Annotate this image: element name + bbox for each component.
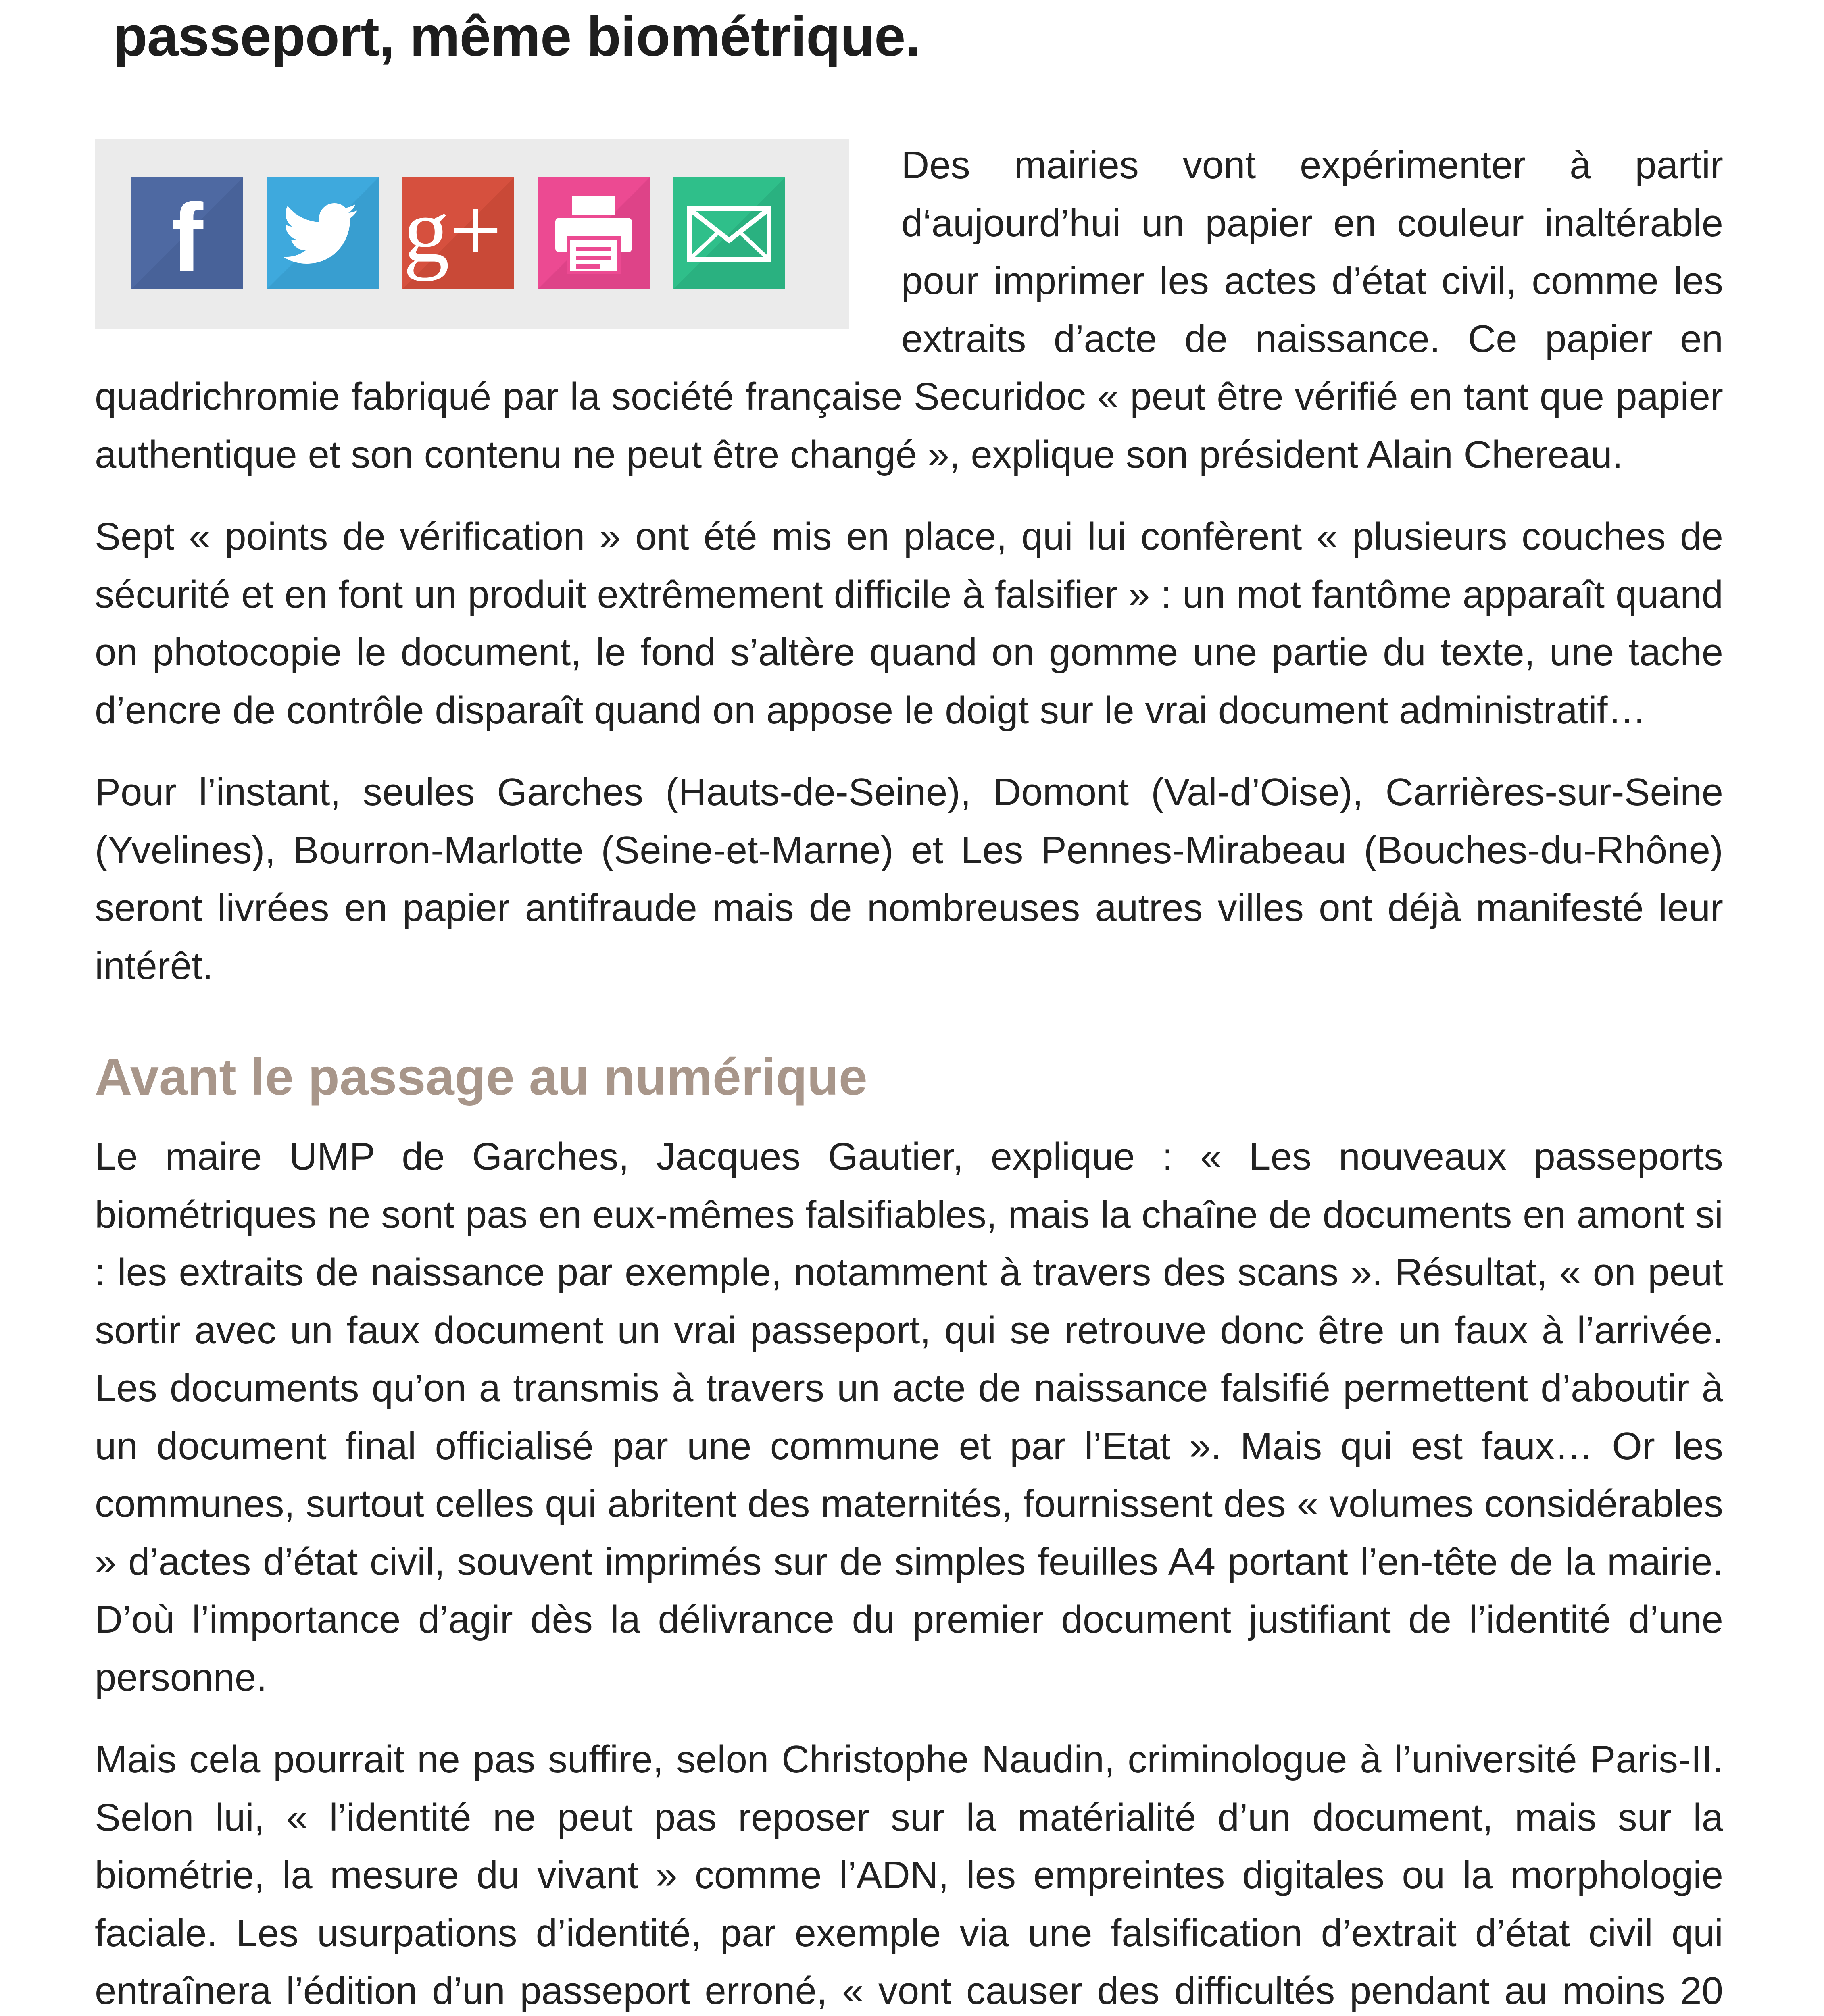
printer-icon	[538, 177, 650, 289]
section-heading: Avant le passage au numérique	[95, 1048, 867, 1106]
email-share-button[interactable]	[673, 177, 785, 289]
facebook-share-button[interactable]	[131, 177, 243, 289]
article-paragraph: Le maire UMP de Garches, Jacques Gautier, explique : « Les nouveaux passeports biométriques ne sont pas en eux-mêmes falsifiables, mais la chaîne de documents en amont si : les extraits de naissance par exemple, notamment à travers des scans ». Résultat, « on peut sortir avec un faux document un vrai passeport, qui se retrouve donc être un faux à l’arrivée. Les documents qu’on a transmis à travers un acte de naissance falsifié permettent d’aboutir à un document final officialisé par une commune et par l’Etat ». Mais qui est faux… Or les communes, surtout celles qui abritent des maternités, fournissent des « volumes considérables » d’actes d’état civil, souvent imprimés sur de simples feuilles A4 portant l’en-tête de la mairie. D’où l’importance d’agir dès la délivrance du premier document justifiant de l’identité d’une personne.	[95, 1135, 1723, 1699]
facebook-glyph: f	[171, 183, 203, 289]
twitter-share-button[interactable]	[267, 177, 379, 289]
print-button[interactable]	[538, 177, 650, 289]
envelope-icon	[673, 177, 785, 289]
facebook-icon	[131, 177, 243, 289]
article-paragraph: Mais cela pourrait ne pas suffire, selon Christophe Naudin, criminologue à l’université Paris-II. Selon lui, « l’identité ne peut pas reposer sur la matérialité d’un document, mais sur la biométrie, la mesure du vivant » comme l’ADN, les empreintes digitales ou la morphologie faciale. Les usurpations d’identité, par exemple via une falsification d’extrait d’état civil qui entraînera l’édition d’un passeport erroné, « vont causer des difficultés pendant au moins 20	[95, 1738, 1723, 2012]
google-plus-share-button[interactable]	[402, 177, 514, 289]
article-paragraph: Des mairies vont expérimenter à partir d‘aujourd’hui un papier en couleur inaltérable pour imprimer les actes d’état civil, comme les extraits d’acte de naissance. Ce papier en quadrichromie fabriqué par la société française Securidoc « peut être vérifié en tant que papier authentique et son contenu ne peut être changé », explique son président Alain Chereau.	[95, 144, 1723, 476]
share-bar	[95, 139, 849, 329]
article-paragraph: Sept « points de vérification » ont été mis en place, qui lui confèrent « plusieurs couches de sécurité et en font un produit extrêmement difficile à falsifier » : un mot fantôme apparaît quand on photocopie le document, le fond s’altère quand on gomme une partie du texte, une tache d’encre de contrôle disparaît quand on appose le doigt sur le vrai document administratif…	[95, 515, 1723, 732]
article-paragraph: Pour l’instant, seules Garches (Hauts-de-Seine), Domont (Val-d’Oise), Carrières-sur-Seine (Yvelines), Bourron-Marlotte (Seine-et-Marne) et Les Pennes-Mirabeau (Bouches-du-Rhône) seront livrées en papier antifraude mais de nombreuses autres villes ont déjà manifesté leur intérêt.	[95, 771, 1723, 987]
twitter-icon	[267, 177, 379, 289]
google-plus-glyph: g+	[403, 179, 502, 281]
article-headline: passeport, même biométrique.	[113, 4, 921, 68]
google-plus-icon	[402, 177, 514, 289]
